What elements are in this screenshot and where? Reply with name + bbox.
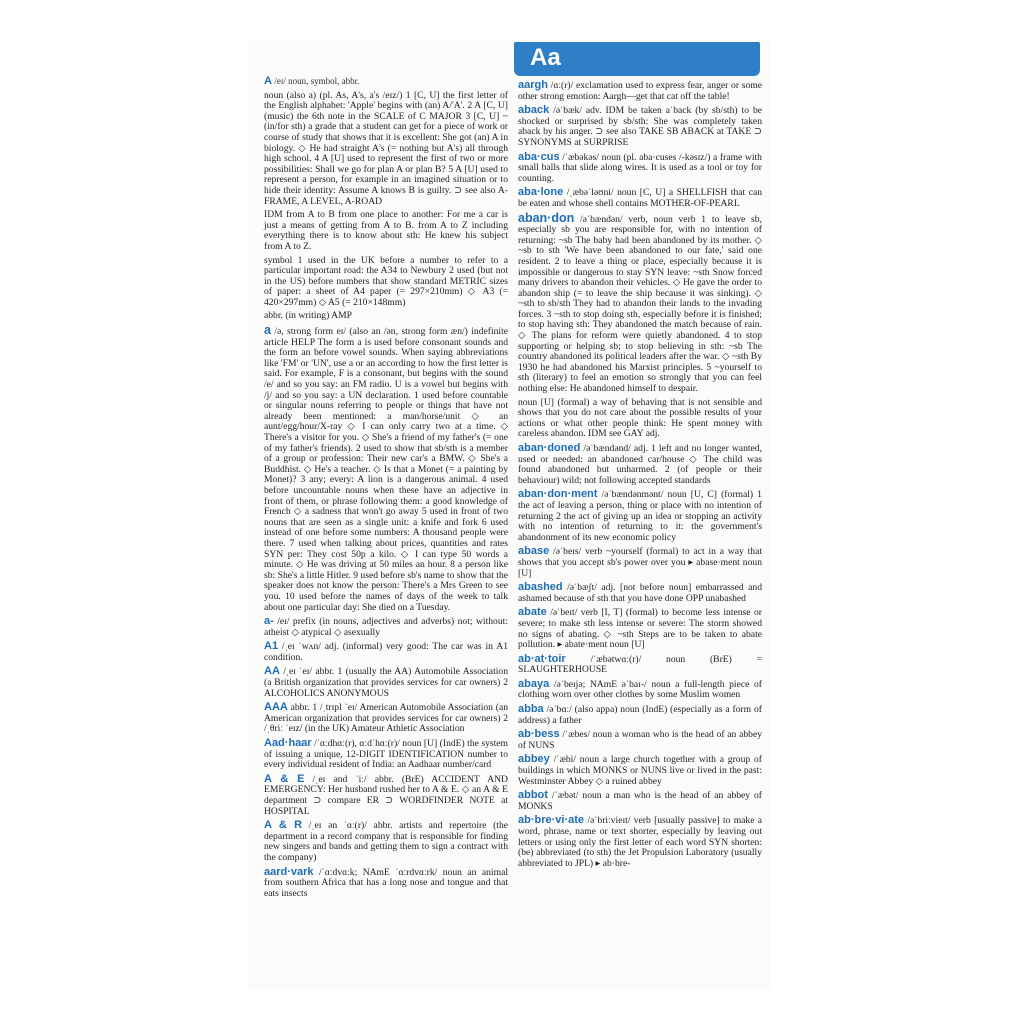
entry-A-symbol: symbol 1 used in the UK before a number to refer to a particular important road: the A34 to Newbury 2 used (but not in the US) before numbers that show standard METRIC sizes of paper: a sheet of A4 paper (= 297×210mm) ◇ A3 (= 420×297mm) ◇ A5 (= 210×148mm)	[264, 254, 508, 308]
headword: ab·bre·vi·ate	[518, 814, 585, 827]
definition: /əˈbæk/ adv. IDM be taken aˈback (by sb/sth) to be shocked or surprised by sb/sth: She was completely taken aback by his anger. ⊃ see also TAKE SB ABACK at TAKE ⊃ SYNONYMS at SURPRISE	[518, 105, 762, 148]
headword: abate	[518, 606, 547, 619]
headword: aba·cus	[518, 150, 560, 163]
headword: aback	[518, 104, 550, 117]
headword: A	[264, 75, 272, 87]
definition: /ˌeɪ ənd ˈiː/ abbr. (BrE) ACCIDENT AND EMERGENCY: Her husband rushed her to A & E. ◇ an A & E department ⊃ compare ER ⊃ WORDFINDER NOTE at HOSPITAL	[264, 773, 508, 817]
entry-abandon-noun: noun [U] (formal) a way of behaving that is not sensible and shows that you do not care about the possible results of your actions or what other people think: He spent money with careless abandon. IDM see GAY adj.	[518, 396, 762, 440]
headword: Aad·haar	[264, 737, 312, 750]
definition: /əˈbændənd/ adj. 1 left and no longer wanted, used or needed: an abandoned car/house ◇ The child was found abandoned but unharmed. 2 (of people or their behaviour) wild; not following accepted standards	[518, 443, 762, 486]
definition: /ˌeɪ ˈwʌn/ adj. (informal) very good: The car was in A1 condition.	[264, 641, 509, 663]
definition: /ˈæbi/ noun a large church together with a group of buildings in which MONKS or NUNS live or lived in the past: Westminster Abbey ◇ a ruined abbey	[518, 754, 762, 787]
definition: /əˈbeɪjə; NAmE əˈbaɪ-/ noun a full-length piece of clothing worn over other clothes by some Muslim women	[518, 678, 762, 701]
entry-A-abbr: abbr. (in writing) AMP	[264, 310, 352, 322]
entry-aback	[518, 105, 762, 148]
dictionary-page	[248, 40, 770, 990]
definition: /əˈbɑː/ (also appa) noun (IndE) (especially as a form of address) a father	[518, 704, 762, 726]
entry-abandonment	[518, 489, 762, 543]
headword: abase	[518, 545, 550, 558]
headword: AA	[264, 665, 280, 678]
definition: /ˈæbəkəs/ noun (pl. aba·cuses /-kəsɪz/) a frame with small balls that slide along wires. It is used as a tool or toy for counting.	[518, 151, 762, 184]
headword: A & R	[264, 819, 303, 832]
headword: a	[264, 323, 271, 338]
entry-AAA	[264, 702, 508, 735]
definition: /əˈbriːvieɪt/ verb [usually passive] to make a word, phrase, name or text shorter, especially by leaving out letters or using only the first letter of each word SYN shorten: (be) abbreviated (to sth) the Jet Propulsion Laboratory (usually abbreviated to JPL) ▸ ab·bre-	[518, 815, 762, 869]
definition: /ˈɑːdhɑː(r), ɑːdˈhɑː(r)/ noun [U] (IndE) the system of issuing a unique, 12-DIGIT IDENTIFICATION number to every individual resident of India: an Aadhaar number/card	[264, 738, 509, 771]
definition: /ˌeɪ ən ˈɑː(r)/ abbr. artists and repertoire (the department in a record company that is responsible for finding new singers and bands and getting them to sign a contract with the company)	[264, 820, 508, 863]
headword: aargh	[518, 79, 548, 91]
headword: abashed	[518, 581, 563, 594]
entry-A1	[264, 641, 508, 663]
definition: /ˈæbətwɑː(r)/ noun (BrE) = SLAUGHTERHOUSE	[518, 653, 762, 676]
definition: /əˈbeɪs/ verb ~yourself (formal) to act in a way that shows that you accept sb's power over you ▸ abase·ment noun [U]	[518, 546, 762, 579]
entry-abalone	[518, 187, 762, 209]
entry-AA	[264, 666, 508, 699]
entry-abandon	[518, 210, 762, 395]
headword: ab·bess	[518, 728, 560, 741]
definition: /ˌeɪ ˈeɪ/ abbr. 1 (usually the AA) Automobile Association (a British organization that provides services for car owners) 2 ALCOHOLICS ANONYMOUS	[264, 666, 508, 699]
entry-abbey	[518, 754, 762, 787]
entry-abbot	[518, 790, 762, 812]
entry-abandoned	[518, 443, 762, 486]
headword: ab·at·toir	[518, 652, 566, 665]
definition: /ɑː(r)/ exclamation used to express fear, anger or some other strong emotion: Aargh—get that cat off the table!	[518, 80, 762, 102]
entry-A-and-R	[264, 820, 508, 863]
entry-A-noun: noun (also a) (pl. As, A's, a's /eɪz/) 1 [C, U] the first letter of the English alphabet: 'Apple' begins with (an) A/'A'. 2 A [C, U] (music) the 6th note in the SCALE of C MAJOR 3 [C, U] ~(in/for sth) a grade that a student can get for a piece of work or course of study that shows that it is excellent: She got (an) A in biology. ◇ He had straight A's (= nothing but A's) all through high school. 4 A [U] used to represent the first of two or more possibilities: Shall we go for plan A or plan B? 5 A [U] used to represent a person, for example in an imagined situation or to hide their identity: Assume A knows B is guilty. ⊃ see also A-FRAME, A LEVEL, A-ROAD	[264, 89, 508, 207]
definition: /əˈbeɪt/ verb [I, T] (formal) to become less intense or severe; to make sth less intense or severe: The storm showed no signs of abating. ◇ ~sth Steps are to be taken to abate pollution. ▸ abate·ment noun [U]	[518, 607, 762, 651]
definition: /ˈæbes/ noun a woman who is the head of an abbey of NUNS	[518, 729, 763, 751]
definition: /ə, strong form eɪ/ (also an /ən, strong form æn/) indefinite article HELP The form a is used before consonant sounds and the form an before vowel sounds. When saying abbreviations like 'FM' or 'UN', use a or an according to how the first letter is said. For example, F is a consonant, but begins with the sound /e/ and so you say: an FM radio. U is a vowel but begins with /j/ and so you say: a UN declaration. 1 used before countable or singular nouns referring to people or things that have not already been mentioned: a man/horse/unit ◇ an aunt/egg/hour/X-ray ◇ I can only carry two at a time. ◇ There's a visitor for you. ◇ She's a friend of my father's (= one of my father's friends). 2 used to show that sb/sth is a member of a group or profession: Their new car's a BMW. ◇ She's a Buddhist. ◇ He's a teacher. ◇ Is that a Monet (= a painting by Monet)? 3 any; every: A lion is a dangerous animal. 4 used before uncountable nouns when these have an adjective in front of them, or phrase following them: a good knowledge of French ◇ a sadness that won't go away 5 used in front of two nouns that are seen as a single unit: a knife and fork 6 used instead of one before some numbers: A thousand people were there. 7 used when talking about prices, quantities and rates SYN per: They cost 50p a kilo. ◇ I can type 50 words a minute. ◇ He was driving at 50 miles an hour. 8 a person like sb: She's a little Hitler. 9 used before sb's name to show that the speaker does not know the person: There's a Mrs Green to see you. 10 used before the names of days of the week to talk about one particular day: She died on a Tuesday.	[264, 326, 508, 613]
headword: A & E	[264, 772, 305, 785]
letter-header: Aa	[530, 44, 561, 71]
letter-header-tab	[514, 42, 760, 76]
pronunciation: /eɪ/ noun, symbol, abbr.	[274, 76, 360, 86]
entry-abattoir	[518, 654, 762, 676]
headword: aban·don·ment	[518, 488, 598, 501]
entry-Aadhaar	[264, 738, 508, 771]
entry-abashed	[518, 582, 762, 604]
headword: aba·lone	[518, 186, 564, 199]
headword: abbot	[518, 789, 548, 802]
entry-aardvark	[264, 867, 508, 900]
headword: abbey	[518, 753, 550, 766]
headword: AAA	[264, 701, 288, 714]
definition: abbr. 1 /ˌtrɪpl ˈeɪ/ American Automobile Association (an American organization that provides services for car owners) 2 /ˌθriː ˈeɪz/ (in the UK) Amateur Athletic Association	[264, 702, 508, 735]
entry-A-and-E	[264, 774, 508, 817]
entry-aargh	[518, 80, 762, 102]
entry-abate	[518, 607, 762, 650]
entry-abbess	[518, 729, 762, 751]
definition: /əˈbæʃt/ adj. [not before noun] embarrassed and ashamed because of sth that you have done OPP unabashed	[518, 582, 762, 604]
definition: /əˈbændən/ verb, noun verb 1 to leave sb, especially sb you are responsible for, with no intention of returning: ~sb The baby had been abandoned by its mother. ◇ ~sb to sth 'We have been abandoned to our fate,' said one resident. 2 to leave a thing or place, especially because it is impossible or dangerous to stay SYN leave: ~sth Snow forced many drivers to abandon their vehicles. ◇ He gave the order to abandon ship (= to leave the ship because it was sinking). ◇ ~sth to sb/sth They had to abandon their lands to the invading forces. 3 ~sth to stop doing sth, especially before it is finished; to stop having sth: They abandoned the match because of rain. ◇ The plans for reform were quietly abandoned. 4 to stop supporting or helping sb; to stop believing in sth: ~sb The country abandoned its political leaders after the war. ◇ ~sth By 1930 he had abandoned his Marxist principles. 5 ~yourself to sth (literary) to feel an emotion so strongly that you can feel nothing else: He abandoned himself to despair.	[518, 213, 762, 395]
entry-abbreviate	[518, 815, 762, 869]
entry-A-idiom: IDM from A to B from one place to another: For me a car is just a means of getting from A to B. from A to Z including everything there is to know about sth: He knew his subject from A to Z.	[264, 209, 508, 252]
entry-abba	[518, 704, 762, 726]
definition: /ˈɑːdvɑːk; NAmE ˈɑːrdvɑːrk/ noun an animal from southern Africa that has a long nose and tongue and that eats insects	[264, 866, 508, 899]
entry-abase	[518, 546, 762, 579]
headword: abaya	[518, 677, 550, 690]
entry-A	[264, 76, 508, 88]
headword: abba	[518, 703, 544, 716]
headword: aban·don	[518, 210, 575, 225]
right-column	[518, 80, 762, 872]
definition: /əˈbændənmənt/ noun [U, C] (formal) 1 the act of leaving a person, thing or place with no intention of returning 2 the act of giving up an idea or stopping an activity with no intention of returning to it: the government's abandonment of its new economic policy	[518, 489, 762, 543]
definition: /ˌæbəˈləʊni/ noun [C, U] a SHELLFISH that can be eaten and whose shell contains MOTHER-OF-PEARL	[518, 187, 763, 209]
definition: /ˈæbət/ noun a man who is the head of an abbey of MONKS	[518, 790, 762, 812]
entry-a	[264, 325, 508, 613]
headword: aban·doned	[518, 442, 581, 454]
entry-a-prefix	[264, 616, 508, 638]
entry-abaya	[518, 679, 762, 701]
definition: /eɪ/ prefix (in nouns, adjectives and adverbs) not; without: atheist ◇ atypical ◇ asexually	[264, 616, 508, 638]
headword: A1	[264, 640, 279, 653]
headword: a-	[264, 615, 274, 628]
headword: aard·vark	[264, 865, 314, 878]
left-column	[264, 76, 508, 902]
entry-abacus	[518, 152, 762, 185]
